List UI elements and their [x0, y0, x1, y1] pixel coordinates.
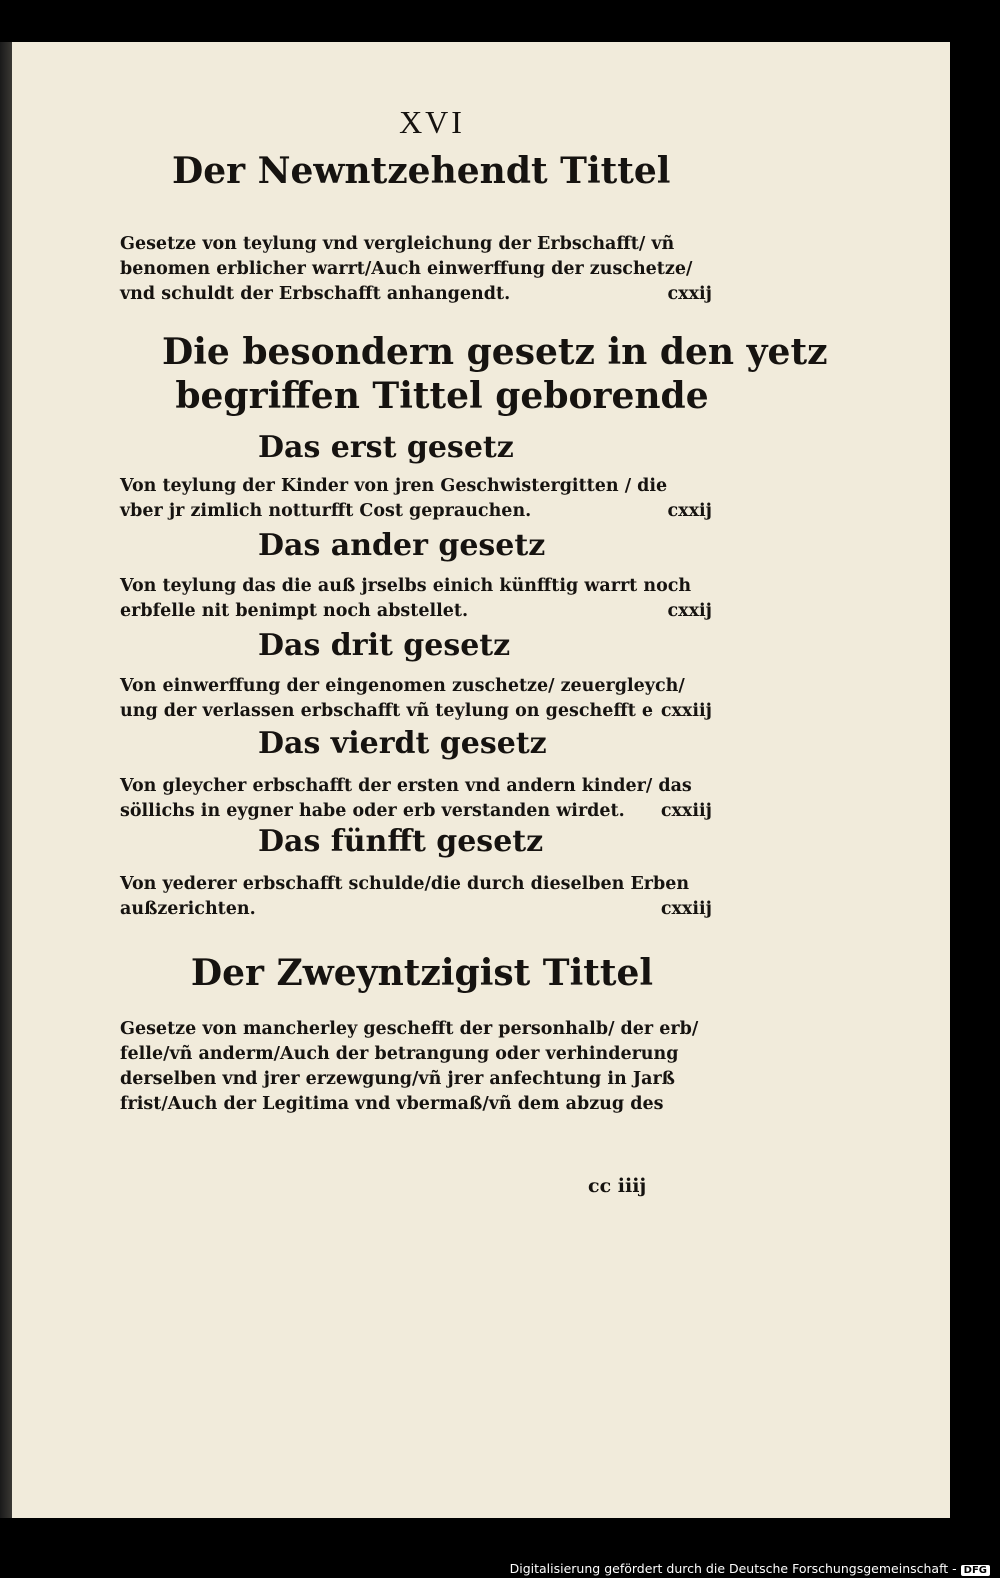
text-line: vber jr zimlich notturfft Cost geprauchen. cxxij	[120, 499, 712, 524]
digitization-credit	[510, 1561, 990, 1576]
heading-title-20: Der Zweyntzigist Tittel	[190, 952, 654, 994]
text-line: vnd schuldt der Erbschafft anhangendt. cxxij	[120, 282, 712, 307]
text-line: außzerichten. cxxiij	[120, 897, 712, 922]
intro-20	[120, 1017, 712, 1117]
law-description	[120, 574, 712, 624]
text-line: Von einwerffung der eingenomen zuschetze/ zeuergleych/	[120, 676, 685, 696]
text-line: söllichs in eygner habe oder erb verstanden wirdet. cxxiij	[120, 799, 712, 824]
text-line: ung der verlassen erbschafft vñ teylung on geschefft e cxxiij	[120, 699, 712, 724]
law-title: Das drit gesetz	[258, 628, 511, 663]
law-title: Das fünfft gesetz	[258, 824, 544, 859]
folio-reference: cxxij	[667, 601, 712, 621]
law-description	[120, 872, 712, 922]
folio-reference: cxxiij	[660, 899, 712, 919]
law-title: Das erst gesetz	[258, 430, 514, 465]
folio-number: XVI	[399, 104, 465, 140]
credit-text: Digitalisierung gefördert durch die Deutsche Forschungsgemeinschaft -	[509, 1561, 957, 1576]
law-description	[120, 774, 712, 824]
folio-reference: cxxij	[667, 284, 712, 304]
law-description	[120, 674, 712, 724]
folio-reference: cxxiij	[660, 801, 712, 821]
scanned-page	[12, 42, 950, 1518]
text-line: benomen erblicher warrt/Auch einwerffung der zuschetze/	[120, 259, 693, 279]
law-description	[120, 474, 712, 524]
text-line: Von teylung das die auß jrselbs einich künfftig warrt noch	[120, 576, 692, 596]
intro-19	[120, 232, 712, 307]
heading-title-19: Der Newntzehendt Tittel	[172, 150, 671, 192]
text-line: Von yederer erbschafft schulde/die durch dieselben Erben	[120, 874, 690, 894]
folio-reference: cxxiij	[660, 701, 712, 721]
law-title: Das vierdt gesetz	[258, 726, 547, 761]
text-line: derselben vnd jrer erzewgung/vñ jrer anfechtung in Jarß	[120, 1069, 675, 1089]
law-title: Das ander gesetz	[258, 528, 546, 563]
text-line: felle/vñ anderm/Auch der betrangung oder verhinderung	[120, 1044, 679, 1064]
special-laws-heading: Die besondern gesetz in den yetz begriffen Tittel geborende	[162, 331, 828, 417]
text-line: Gesetze von mancherley geschefft der personhalb/ der erb/	[120, 1019, 699, 1039]
signature-mark: cc iiij	[588, 1175, 647, 1197]
page-edge	[0, 42, 12, 1518]
text-line: frist/Auch der Legitima vnd vbermaß/vñ dem abzug des	[120, 1094, 664, 1114]
dfg-logo: DFG	[961, 1565, 990, 1576]
text-line: Gesetze von teylung vnd vergleichung der Erbschafft/ vñ	[120, 234, 675, 254]
text-line: Von teylung der Kinder von jren Geschwistergitten / die	[120, 476, 668, 496]
text-line: erbfelle nit benimpt noch abstellet. cxxij	[120, 599, 712, 624]
folio-reference: cxxij	[667, 501, 712, 521]
text-line: Von gleycher erbschafft der ersten vnd andern kinder/ das	[120, 776, 692, 796]
